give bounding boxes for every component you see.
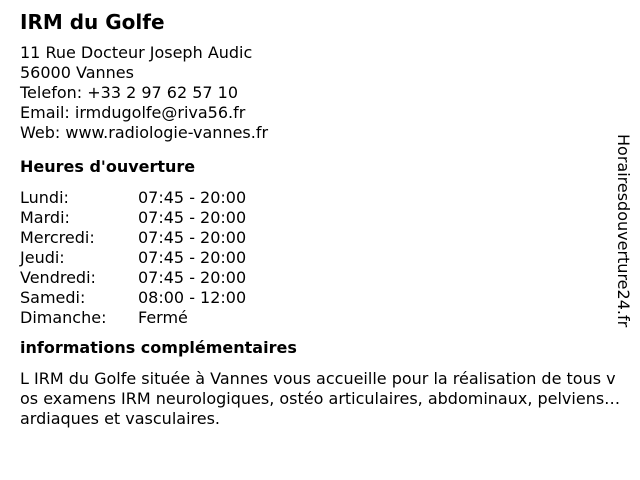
day-label: Mardi: [20, 208, 70, 227]
time-value: 07:45 - 20:00 [138, 228, 247, 247]
business-name: IRM du Golfe [20, 10, 165, 34]
hours-row-wednesday [20, 228, 620, 248]
contact-block [20, 43, 620, 143]
hours-row-saturday [20, 288, 620, 308]
site-watermark: Horairesdouverture24.fr [614, 134, 633, 328]
day-label: Lundi: [20, 188, 69, 207]
hours-row-monday [20, 188, 620, 208]
time-value: 07:45 - 20:00 [138, 208, 247, 227]
time-value: Fermé [138, 308, 188, 327]
day-label: Jeudi: [20, 248, 65, 267]
time-value: 07:45 - 20:00 [138, 188, 247, 207]
time-value: 08:00 - 12:00 [138, 288, 247, 307]
email-address[interactable]: Email: irmdugolfe@riva56.fr [20, 103, 246, 122]
time-value: 07:45 - 20:00 [138, 248, 247, 267]
day-label: Mercredi: [20, 228, 95, 247]
address-street: 11 Rue Docteur Joseph Audic [20, 43, 253, 62]
day-label: Samedi: [20, 288, 86, 307]
hours-row-thursday [20, 248, 620, 268]
opening-hours-heading: Heures d'ouverture [20, 157, 196, 176]
additional-info-heading: informations complémentaires [20, 338, 297, 357]
hours-row-sunday [20, 308, 620, 328]
hours-row-friday [20, 268, 620, 288]
hours-row-tuesday [20, 208, 620, 228]
day-label: Vendredi: [20, 268, 96, 287]
day-label: Dimanche: [20, 308, 107, 327]
website-link[interactable]: Web: www.radiologie-vannes.fr [20, 123, 269, 142]
time-value: 07:45 - 20:00 [138, 268, 247, 287]
phone-number[interactable]: Telefon: +33 2 97 62 57 10 [20, 83, 239, 102]
address-city: 56000 Vannes [20, 63, 134, 82]
opening-hours-table [20, 188, 620, 328]
additional-info-text: L IRM du Golfe située à Vannes vous accueille pour la réalisation de tous vos examens IRM neurologiques, ostéo articulaires, abdominaux, pelviens, cardiaques et vasculaires. [20, 369, 624, 428]
